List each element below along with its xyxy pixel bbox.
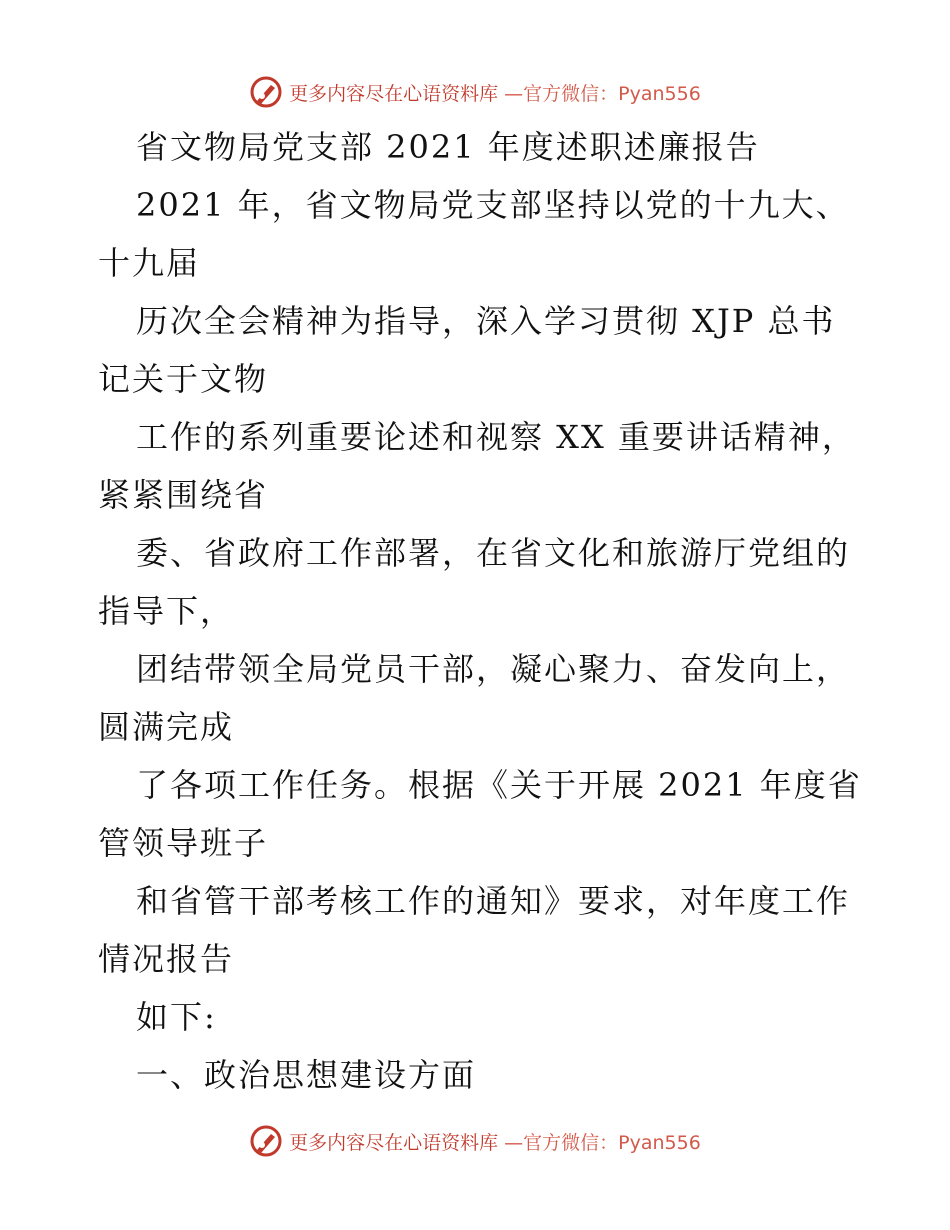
document-line: 如下: bbox=[136, 998, 217, 1036]
header-watermark-banner bbox=[0, 72, 950, 112]
document-body bbox=[98, 118, 862, 1104]
document-line: 团结带领全局党员干部，凝心聚力、奋发向上， bbox=[136, 650, 851, 688]
document-line: 了各项工作任务。根据《关于开展 2021 年度省 bbox=[136, 766, 862, 804]
red-pen-circle-logo-icon bbox=[249, 1124, 283, 1158]
document-line: 紧紧围绕省 bbox=[98, 476, 269, 514]
red-pen-circle-logo-icon bbox=[249, 75, 283, 109]
document-line: 管领导班子 bbox=[98, 824, 269, 862]
document-line: 情况报告 bbox=[98, 940, 235, 978]
document-line: 历次全会精神为指导，深入学习贯彻 XJP 总书 bbox=[136, 302, 836, 340]
document-line: 圆满完成 bbox=[98, 708, 235, 746]
document-line: 十九届 bbox=[98, 244, 201, 282]
header-banner-wechat: —官方微信：Pyan556 bbox=[504, 82, 701, 105]
document-line: 工作的系列重要论述和视察 XX 重要讲话精神， bbox=[136, 418, 856, 456]
document-title: 省文物局党支部 2021 年度述职述廉报告 bbox=[136, 128, 760, 166]
header-banner-text: 更多内容尽在心语资料库 bbox=[289, 82, 499, 105]
footer-banner-text: 更多内容尽在心语资料库 bbox=[289, 1131, 499, 1154]
document-line: 指导下， bbox=[98, 592, 235, 630]
document-line: 和省管干部考核工作的通知》要求，对年度工作 bbox=[136, 882, 851, 920]
document-line: 记关于文物 bbox=[98, 360, 269, 398]
footer-banner-wechat: —官方微信：Pyan556 bbox=[504, 1131, 701, 1154]
footer-watermark-banner bbox=[0, 1121, 950, 1161]
document-line: 委、省政府工作部署，在省文化和旅游厅党组的 bbox=[136, 534, 851, 572]
document-line: 2021 年，省文物局党支部坚持以党的十九大、 bbox=[136, 186, 850, 224]
section-heading: 一、政治思想建设方面 bbox=[136, 1056, 477, 1094]
